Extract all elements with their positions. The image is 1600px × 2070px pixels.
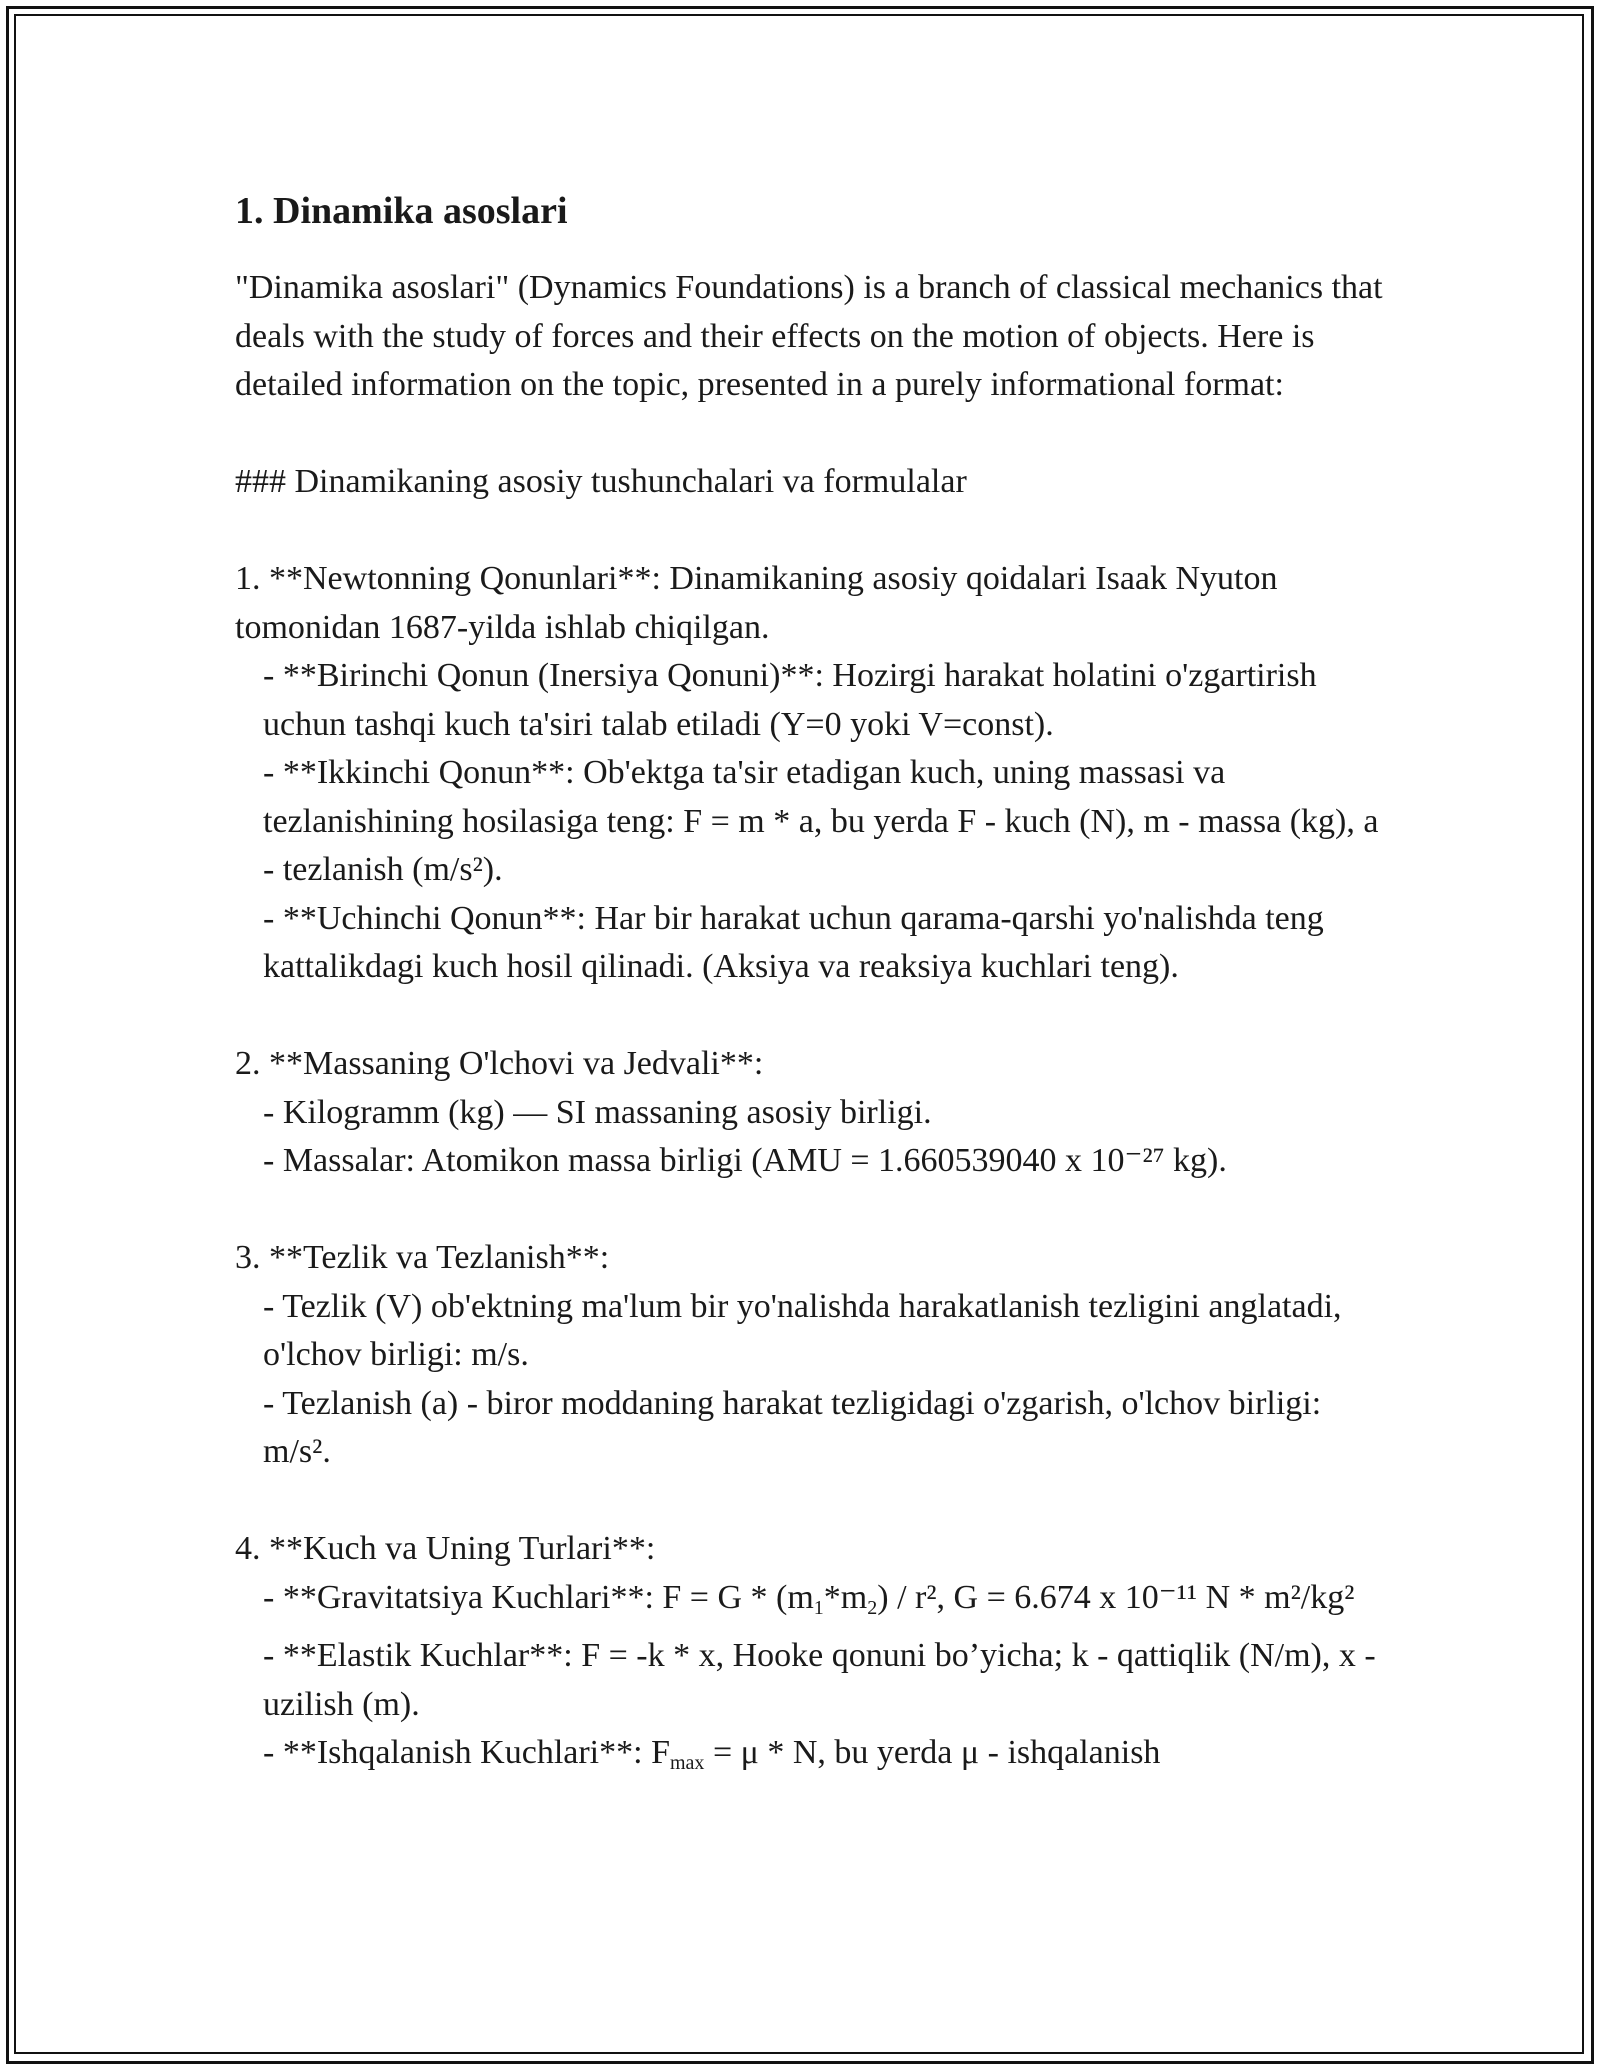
newton-laws-title: 1. **Newtonning Qonunlari**: Dinamikaning asosiy qoidalari Isaak Nyuton tomonidan 1687-yilda ishlab chiqilgan.	[235, 560, 1278, 646]
velocity-item: - Tezlik (V) ob'ektning ma'lum bir yo'nalishda harakatlanish tezligini anglatadi, o'lchov birligi: m/s.	[263, 1287, 1342, 1373]
force-section-title: 4. **Kuch va Uning Turlari**:	[235, 1530, 656, 1567]
gravity-force-item: - **Gravitatsiya Kuchlari**: $F = G * (m_1*m_2) / r^2$, G = 6.674 x 10⁻¹¹ N * m²/kg²	[263, 1578, 1355, 1619]
intro-paragraph: "Dinamika asoslari" (Dynamics Foundations) is a branch of classical mechanics that deals with the study of forces and their effects on the motion of objects. Here is detailed information on the topic, presented in a purely informational format:	[235, 269, 1383, 403]
first-law: - **Birinchi Qonun (Inersiya Qonuni)**: Hozirgi harakat holatini o'zgartirish uchun tashqi kuch ta'siri talab etiladi (Y=0 yoki V=const).	[263, 657, 1317, 743]
velocity-section-title: 3. **Tezlik va Tezlanish**:	[235, 1239, 610, 1276]
section-heading: ### Dinamikaning asosiy tushunchalari va formulalar	[235, 463, 967, 500]
document-text	[235, 264, 1385, 1788]
elastic-force-item: - **Elastik Kuchlar**: F = -k * x, Hooke qonuni bo’yicha; k - qattiqlik (N/m), x - uzilish (m).	[263, 1637, 1376, 1723]
page-title: 1. Dinamika asoslari	[235, 190, 568, 232]
mass-section-title: 2. **Massaning O'lchovi va Jedvali**:	[235, 1045, 764, 1082]
subscript-2: 2	[867, 1596, 878, 1619]
friction-force-item: - **Ishqalanish Kuchlari**: $F_{max} = \mu * N$, bu yerda μ - ishqalanish	[263, 1734, 1161, 1774]
subscript-1: 1	[813, 1596, 824, 1619]
second-law: - **Ikkinchi Qonun**: Ob'ektga ta'sir etadigan kuch, uning massasi va tezlanishining hosilasiga teng: F = m * a, bu yerda F - kuch (N), m - massa (kg), a - tezlanish (m/s²).	[263, 754, 1379, 888]
mass-item-amu: - Massalar: Atomikon massa birligi (AMU = 1.660539040 x 10⁻²⁷ kg).	[263, 1142, 1227, 1179]
mass-item-kilogram: - Kilogramm (kg) — SI massaning asosiy birligi.	[263, 1093, 932, 1131]
subscript-max: max	[670, 1752, 705, 1774]
third-law: - **Uchinchi Qonun**: Har bir harakat uchun qarama-qarshi yo'nalishda teng kattalikdagi kuch hosil qilinadi. (Aksiya va reaksiya kuchlari teng).	[263, 899, 1324, 985]
acceleration-item: - Tezlanish (a) - biror moddaning harakat tezligidagi o'zgarish, o'lchov birligi: m/s².	[263, 1384, 1322, 1470]
document-body	[235, 186, 1385, 1788]
